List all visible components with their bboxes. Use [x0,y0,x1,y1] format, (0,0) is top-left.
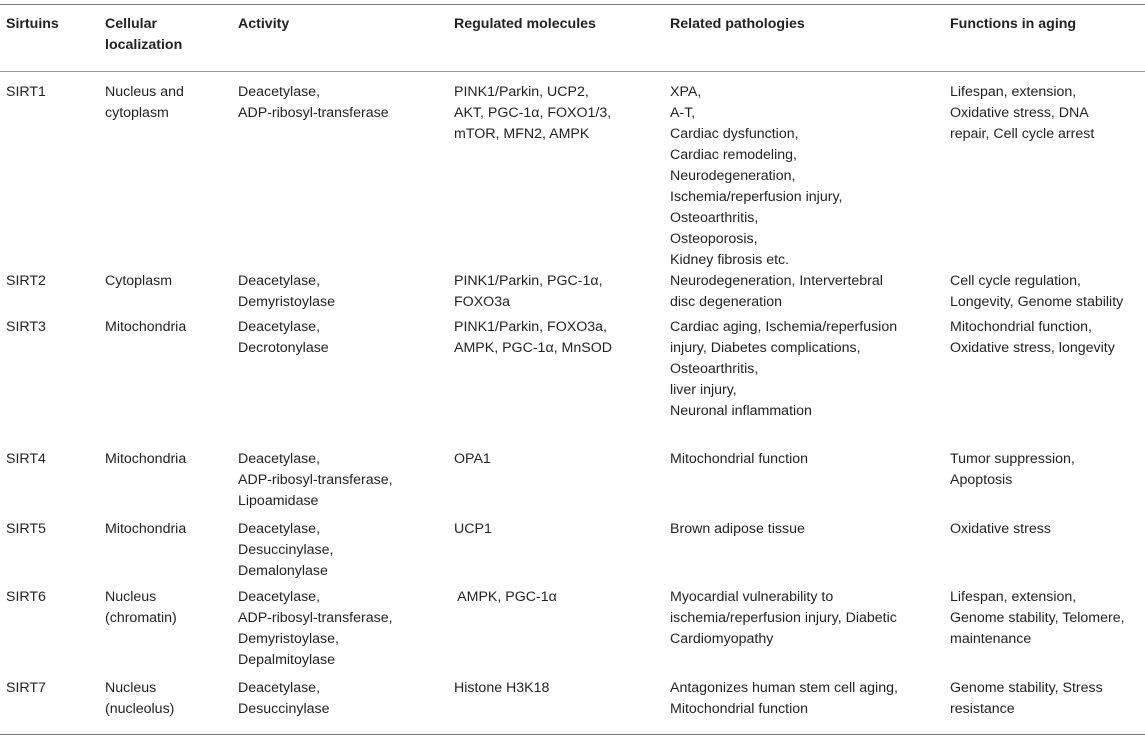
cell-functions: Lifespan, extension, Oxidative stress, DNA repair, Cell cycle arrest [950,84,1095,142]
cell-localization: Nucleus (chromatin) [105,589,177,626]
cell-sirtuin: SIRT5 [6,521,46,537]
cell-molecules: UCP1 [454,521,492,537]
cell-pathologies: Myocardial vulnerability to ischemia/reperfusion injury, Diabetic Cardiomyopathy [670,589,897,647]
cell-sirtuin: SIRT7 [6,680,46,696]
cell-localization: Mitochondria [105,521,187,537]
cell-functions: Oxidative stress [950,521,1051,537]
cell-sirtuin: SIRT3 [6,319,46,335]
cell-molecules: Histone H3K18 [454,680,550,696]
cell-localization: Mitochondria [105,451,187,467]
header-activity: Activity [238,16,290,32]
cell-functions: Tumor suppression, Apoptosis [950,451,1075,488]
table-row [0,449,1145,519]
cell-localization: Nucleus (nucleolus) [105,680,175,717]
cell-molecules: PINK1/Parkin, PGC-1α, FOXO3a [454,273,603,310]
cell-functions: Lifespan, extension, Genome stability, Telomere, maintenance [950,589,1125,647]
cell-activity: Deacetylase, Decrotonylase [238,319,329,356]
cell-activity: Deacetylase, ADP-ribosyl-transferase, Lipoamidase [238,451,393,509]
header-functions-in-aging: Functions in aging [950,16,1077,32]
cell-sirtuin: SIRT2 [6,273,46,289]
cell-activity: Deacetylase, Desuccinylase, Demalonylase [238,521,334,579]
cell-activity: Deacetylase, Demyristoylase [238,273,335,310]
header-sirtuins: Sirtuins [6,16,59,32]
cell-localization: Cytoplasm [105,273,173,289]
cell-sirtuin: SIRT6 [6,589,46,605]
cell-pathologies: Antagonizes human stem cell aging, Mitochondrial function [670,680,898,717]
header-regulated-molecules: Regulated molecules [454,16,596,32]
header-related-pathologies: Related pathologies [670,16,805,32]
table-row [0,72,1145,272]
cell-molecules: OPA1 [454,451,491,467]
cell-pathologies: Brown adipose tissue [670,521,805,537]
table-row [0,587,1145,678]
cell-activity: Deacetylase, Desuccinylase [238,680,330,717]
cell-sirtuin: SIRT1 [6,84,46,100]
table-body [0,72,1145,735]
table-row [0,678,1145,734]
cell-functions: Genome stability, Stress resistance [950,680,1103,717]
cell-pathologies: Mitochondrial function [670,451,809,467]
cell-activity: Deacetylase, ADP-ribosyl-transferase, Demyristoylase, Depalmitoylase [238,589,393,668]
cell-pathologies: Cardiac aging, Ischemia/reperfusion injury, Diabetes complications, Osteoarthritis, liver injury, Neuronal inflammation [670,319,898,419]
table-header [0,5,1145,72]
cell-sirtuin: SIRT4 [6,451,46,467]
cell-localization: Nucleus and cytoplasm [105,84,184,121]
table-row [0,317,1145,449]
sirtuins-table [0,4,1145,735]
cell-pathologies: XPA, A-T, Cardiac dysfunction, Cardiac remodeling, Neurodegeneration, Ischemia/reperfusion injury, Osteoarthritis, Osteoporosis, Kidney fibrosis etc. [670,84,843,268]
cell-activity: Deacetylase, ADP-ribosyl-transferase [238,84,389,121]
header-cellular-localization: Cellular localization [105,16,183,53]
table-row [0,519,1145,587]
table-row [0,271,1145,317]
cell-molecules: PINK1/Parkin, FOXO3a, AMPK, PGC-1α, MnSOD [454,319,612,356]
cell-functions: Mitochondrial function, Oxidative stress, longevity [950,319,1115,356]
cell-localization: Mitochondria [105,319,187,335]
cell-molecules: PINK1/Parkin, UCP2, AKT, PGC-1α, FOXO1/3, mTOR, MFN2, AMPK [454,84,612,142]
cell-functions: Cell cycle regulation, Longevity, Genome stability [950,273,1124,310]
cell-pathologies: Neurodegeneration, Intervertebral disc degeneration [670,273,883,310]
header-row [0,5,1145,72]
cell-molecules: AMPK, PGC-1α [454,589,557,605]
